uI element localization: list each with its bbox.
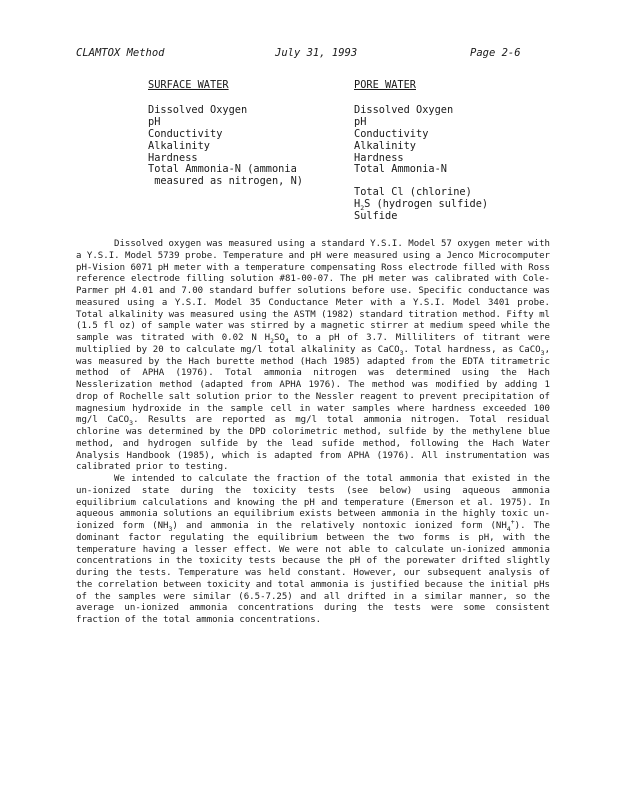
paragraph-unionized-ammonia: We intended to calculate the fraction of the total ammonia that existed in the un-ionized state during the toxicity tests (see below) using aqueous ammonia equilibrium calculations and knowing the pH and temperature (Emerson et al. 1975). In aqueous ammonia solutions an equilibrium exists between ammonia in the highly toxic un-ionized form $(NH_3)$ and ammonia in the relatively nontoxic ionized form $(NH_4^+)$. The dominant factor regulating the equilibrium between the two forms is pH, with the temperature having a lesser effect. We were not able to calculate un-ionized ammonia concentrations in the toxicity tests because the pH of the porewater drifted slightly during the tests. Temperature was held constant. However, our subsequent analysis of the correlation between toxicity and total ammonia is justified because the initial pHs of the samples were similar (6.5-7.25) and all drifted in a similar manner, so the average un-ionized ammonia concentrations during the tests were some consistent fraction of the total ammonia concentrations. (76, 474, 550, 625)
header-document-title: CLAMTOX Method (76, 47, 165, 59)
surface-water-item: Dissolved Oxygen (148, 103, 248, 116)
surface-water-item: pH (148, 115, 161, 128)
surface-water-list (148, 80, 338, 188)
methods-body-text (76, 239, 550, 627)
pore-water-item: Hardness (354, 151, 404, 164)
pore-water-item: pH (354, 115, 367, 128)
surface-water-item: measured as nitrogen, N) (148, 175, 303, 188)
pore-water-item: Dissolved Oxygen (354, 103, 454, 116)
page-header (76, 47, 546, 61)
pore-water-item: Conductivity (354, 127, 429, 140)
pore-water-list (354, 80, 544, 223)
paragraph-water-quality-methods: Dissolved oxygen was measured using a standard Y.S.I. Model 57 oxygen meter with a Y.S.I. Model 5739 probe. Temperature and pH were measured using a Jenco Microcomputer pH-Vision 6071 pH meter with a temperature compensating Ross electrode filled with Ross reference electrode filling solution #81-00-07. The pH meter was calibrated with Cole-Parmer pH 4.01 and 7.00 standard buffer solutions before use. Specific conductance was measured using a Y.S.I. Model 35 Conductance Meter with a Y.S.I. Model 3401 probe. Total alkalinity was measured using the ASTM (1982) standard titration method. Fifty ml (1.5 fl oz) of sample water was stirred by a magnetic stirrer at medium speed while the sample was titrated with 0.02 N $H_2SO_4$ to a pH of 3.7. Milliliters of titrant were multiplied by 20 to calculate mg/l total alkalinity as CaCO$_3$. Total hardness, as CaCO$_3$, was measured by the Hach burette method (Hach 1985) adapted from the EDTA titrametric method of APHA (1976). Total ammonia nitrogen was determined using the Hach Nesslerization method (adapted from APHA 1976). The method was modified by adding 1 drop of Rochelle salt solution prior to the Nessler reagent to prevent precipitation of magnesium hydroxide in the sample cell in water samples where hardness exceeded 100 mg/l CaCO$_3$. Results are reported as mg/l total ammonia nitrogen. Total residual chlorine was determined by the DPD colorimetric method, sulfide by the methylene blue method, and hydrogen sulfide by the lead sufide method, following the Hach Water Analysis Handbook (1985), which is adapted from APHA (1976). All instrumentation was calibrated prior to testing. (76, 239, 551, 473)
surface-water-item: Hardness (148, 151, 198, 164)
pore-water-item: Alkalinity (354, 139, 416, 152)
pore-water-item: Sulfide (354, 210, 398, 223)
surface-water-item: Conductivity (148, 127, 223, 140)
surface-water-item: Total Ammonia-N (ammonia (148, 163, 297, 176)
header-date: July 31, 1993 (275, 47, 358, 59)
header-page-number: Page 2-6 (470, 47, 521, 59)
pore-water-item: $H_2S$ (hydrogen sulfide) (354, 198, 489, 213)
pore-water-item: Total Ammonia-N (354, 163, 447, 176)
surface-water-title: SURFACE WATER (148, 79, 229, 91)
pore-water-item: Total Cl (chlorine) (354, 186, 472, 199)
pore-water-title: PORE WATER (354, 79, 416, 91)
surface-water-item: Alkalinity (148, 139, 210, 152)
